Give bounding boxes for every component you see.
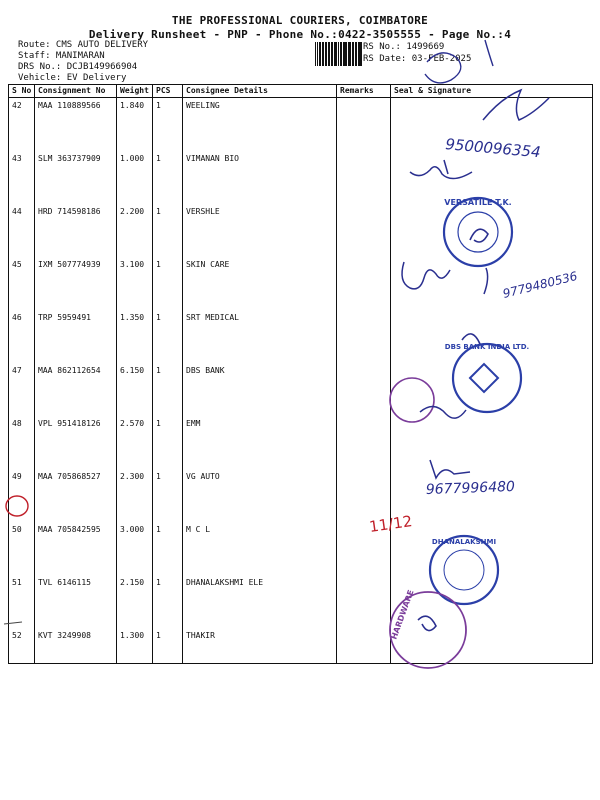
cell-weight: 2.300 [117, 469, 153, 522]
cell-remarks [337, 469, 391, 522]
cell-remarks [337, 628, 391, 664]
runsheet-table [8, 84, 593, 664]
drs-number: DRS No.: DCJB149966904 [18, 62, 138, 72]
cell-remarks [337, 98, 391, 152]
cell-signature [391, 522, 593, 575]
barcode-bar [361, 42, 362, 66]
cell-signature [391, 98, 593, 152]
cell-signature [391, 151, 593, 204]
cell-consignee: VERSHLE [183, 204, 337, 257]
column-header-signature: Seal & Signature [391, 85, 593, 98]
cell-consignment: MAA 110889566 [35, 98, 117, 152]
cell-sno: 50 [9, 522, 35, 575]
document-title: THE PROFESSIONAL COURIERS, COIMBATORE [171, 14, 429, 27]
cell-consignment: MAA 705868527 [35, 469, 117, 522]
cell-sno: 46 [9, 310, 35, 363]
cell-consignment: KVT 3249908 [35, 628, 117, 664]
column-header-consignment: Consignment No [35, 85, 117, 98]
cell-consignee: DHANALAKSHMI ELE [183, 575, 337, 628]
table-row [9, 628, 593, 664]
cell-consignment: HRD 714598186 [35, 204, 117, 257]
cell-sno: 49 [9, 469, 35, 522]
table-row [9, 416, 593, 469]
cell-remarks [337, 575, 391, 628]
rs-number: RS No.: 1499669 [363, 42, 445, 52]
cell-consignment: TRP 5959491 [35, 310, 117, 363]
cell-signature [391, 204, 593, 257]
cell-sno: 51 [9, 575, 35, 628]
table-row [9, 310, 593, 363]
column-header-remarks: Remarks [337, 85, 391, 98]
cell-sno: 52 [9, 628, 35, 664]
barcode-bar [320, 42, 321, 66]
cell-weight: 2.200 [117, 204, 153, 257]
barcode-bar [356, 42, 357, 66]
cell-pcs: 1 [153, 416, 183, 469]
cell-consignment: SLM 363737909 [35, 151, 117, 204]
cell-signature [391, 628, 593, 664]
handwritten-phone-49: 9677996480 [425, 478, 516, 498]
cell-remarks [337, 310, 391, 363]
dbs-stamp-label: DBS BANK INDIA LTD. [444, 343, 530, 351]
handwritten-phone-45: 9779480536 [501, 268, 579, 301]
barcode-bar [336, 42, 337, 66]
cell-sno: 48 [9, 416, 35, 469]
dhanalakshmi-stamp-label: DHANALAKSHMI [431, 538, 497, 546]
cell-consignee: SRT MEDICAL [183, 310, 337, 363]
cell-sno: 44 [9, 204, 35, 257]
cell-pcs: 1 [153, 310, 183, 363]
cell-remarks [337, 416, 391, 469]
cell-sno: 47 [9, 363, 35, 416]
cell-signature [391, 575, 593, 628]
cell-remarks [337, 204, 391, 257]
cell-weight: 6.150 [117, 363, 153, 416]
rs-date: RS Date: 03-FEB-2025 [363, 54, 472, 64]
table-row [9, 363, 593, 416]
cell-signature [391, 257, 593, 310]
column-header-pcs: PCS [153, 85, 183, 98]
cell-consignee: EMM [183, 416, 337, 469]
cell-remarks [337, 257, 391, 310]
cell-consignment: MAA 705842595 [35, 522, 117, 575]
cell-consignee: DBS BANK [183, 363, 337, 416]
table-row [9, 575, 593, 628]
vehicle-label: Vehicle: EV Delivery [18, 73, 127, 83]
cell-pcs: 1 [153, 628, 183, 664]
table-header-row [9, 85, 593, 98]
cell-consignee: M C L [183, 522, 337, 575]
cell-remarks [337, 151, 391, 204]
barcode-bar [352, 42, 353, 66]
barcode-bar [326, 42, 327, 66]
cell-pcs: 1 [153, 204, 183, 257]
hardware-stamp-label: HARDWARE [389, 588, 416, 641]
cell-pcs: 1 [153, 575, 183, 628]
cell-weight: 3.000 [117, 522, 153, 575]
cell-pcs: 1 [153, 151, 183, 204]
cell-weight: 1.840 [117, 98, 153, 152]
cell-pcs: 1 [153, 257, 183, 310]
staff-label: Staff: MANIMARAN [18, 51, 105, 61]
barcode-bar [341, 42, 342, 66]
cell-consignee: VG AUTO [183, 469, 337, 522]
cell-signature [391, 310, 593, 363]
barcode-bar [346, 42, 347, 66]
cell-weight: 2.570 [117, 416, 153, 469]
cell-consignee: SKIN CARE [183, 257, 337, 310]
cell-remarks [337, 522, 391, 575]
cell-consignment: IXM 507774939 [35, 257, 117, 310]
cell-signature [391, 469, 593, 522]
cell-consignment: TVL 6146115 [35, 575, 117, 628]
cell-consignment: VPL 951418126 [35, 416, 117, 469]
versatile-stamp-label: VERSATILE T.K. [444, 198, 512, 207]
cell-signature [391, 416, 593, 469]
cell-remarks [337, 363, 391, 416]
handwritten-phone-42: 9500096354 [444, 135, 542, 162]
table-row [9, 204, 593, 257]
cell-pcs: 1 [153, 98, 183, 152]
barcode-bar [315, 42, 316, 66]
runsheet-subtitle: Delivery Runsheet - PNP - Phone No.:0422-3505555 - Page No.:4 [88, 28, 512, 41]
cell-sno: 42 [9, 98, 35, 152]
cell-sno: 45 [9, 257, 35, 310]
column-header-sno: S No [9, 85, 35, 98]
cell-pcs: 1 [153, 469, 183, 522]
table-row [9, 522, 593, 575]
column-header-weight: Weight [117, 85, 153, 98]
cell-consignee: THAKIR [183, 628, 337, 664]
barcode [315, 42, 363, 66]
column-header-consignee: Consignee Details [183, 85, 337, 98]
handwritten-note-50: 11/12 [368, 512, 414, 536]
cell-sno: 43 [9, 151, 35, 204]
cell-weight: 3.100 [117, 257, 153, 310]
cell-signature [391, 363, 593, 416]
table-row [9, 98, 593, 152]
table-row [9, 469, 593, 522]
cell-weight: 1.000 [117, 151, 153, 204]
cell-consignee: VIMANAN BIO [183, 151, 337, 204]
cell-weight: 2.150 [117, 575, 153, 628]
barcode-bar [331, 42, 332, 66]
route-label: Route: CMS AUTO DELIVERY [18, 40, 149, 50]
table-row [9, 151, 593, 204]
cell-weight: 1.350 [117, 310, 153, 363]
cell-consignee: WEELING [183, 98, 337, 152]
cell-weight: 1.300 [117, 628, 153, 664]
table-row [9, 257, 593, 310]
cell-consignment: MAA 862112654 [35, 363, 117, 416]
cell-pcs: 1 [153, 522, 183, 575]
cell-pcs: 1 [153, 363, 183, 416]
